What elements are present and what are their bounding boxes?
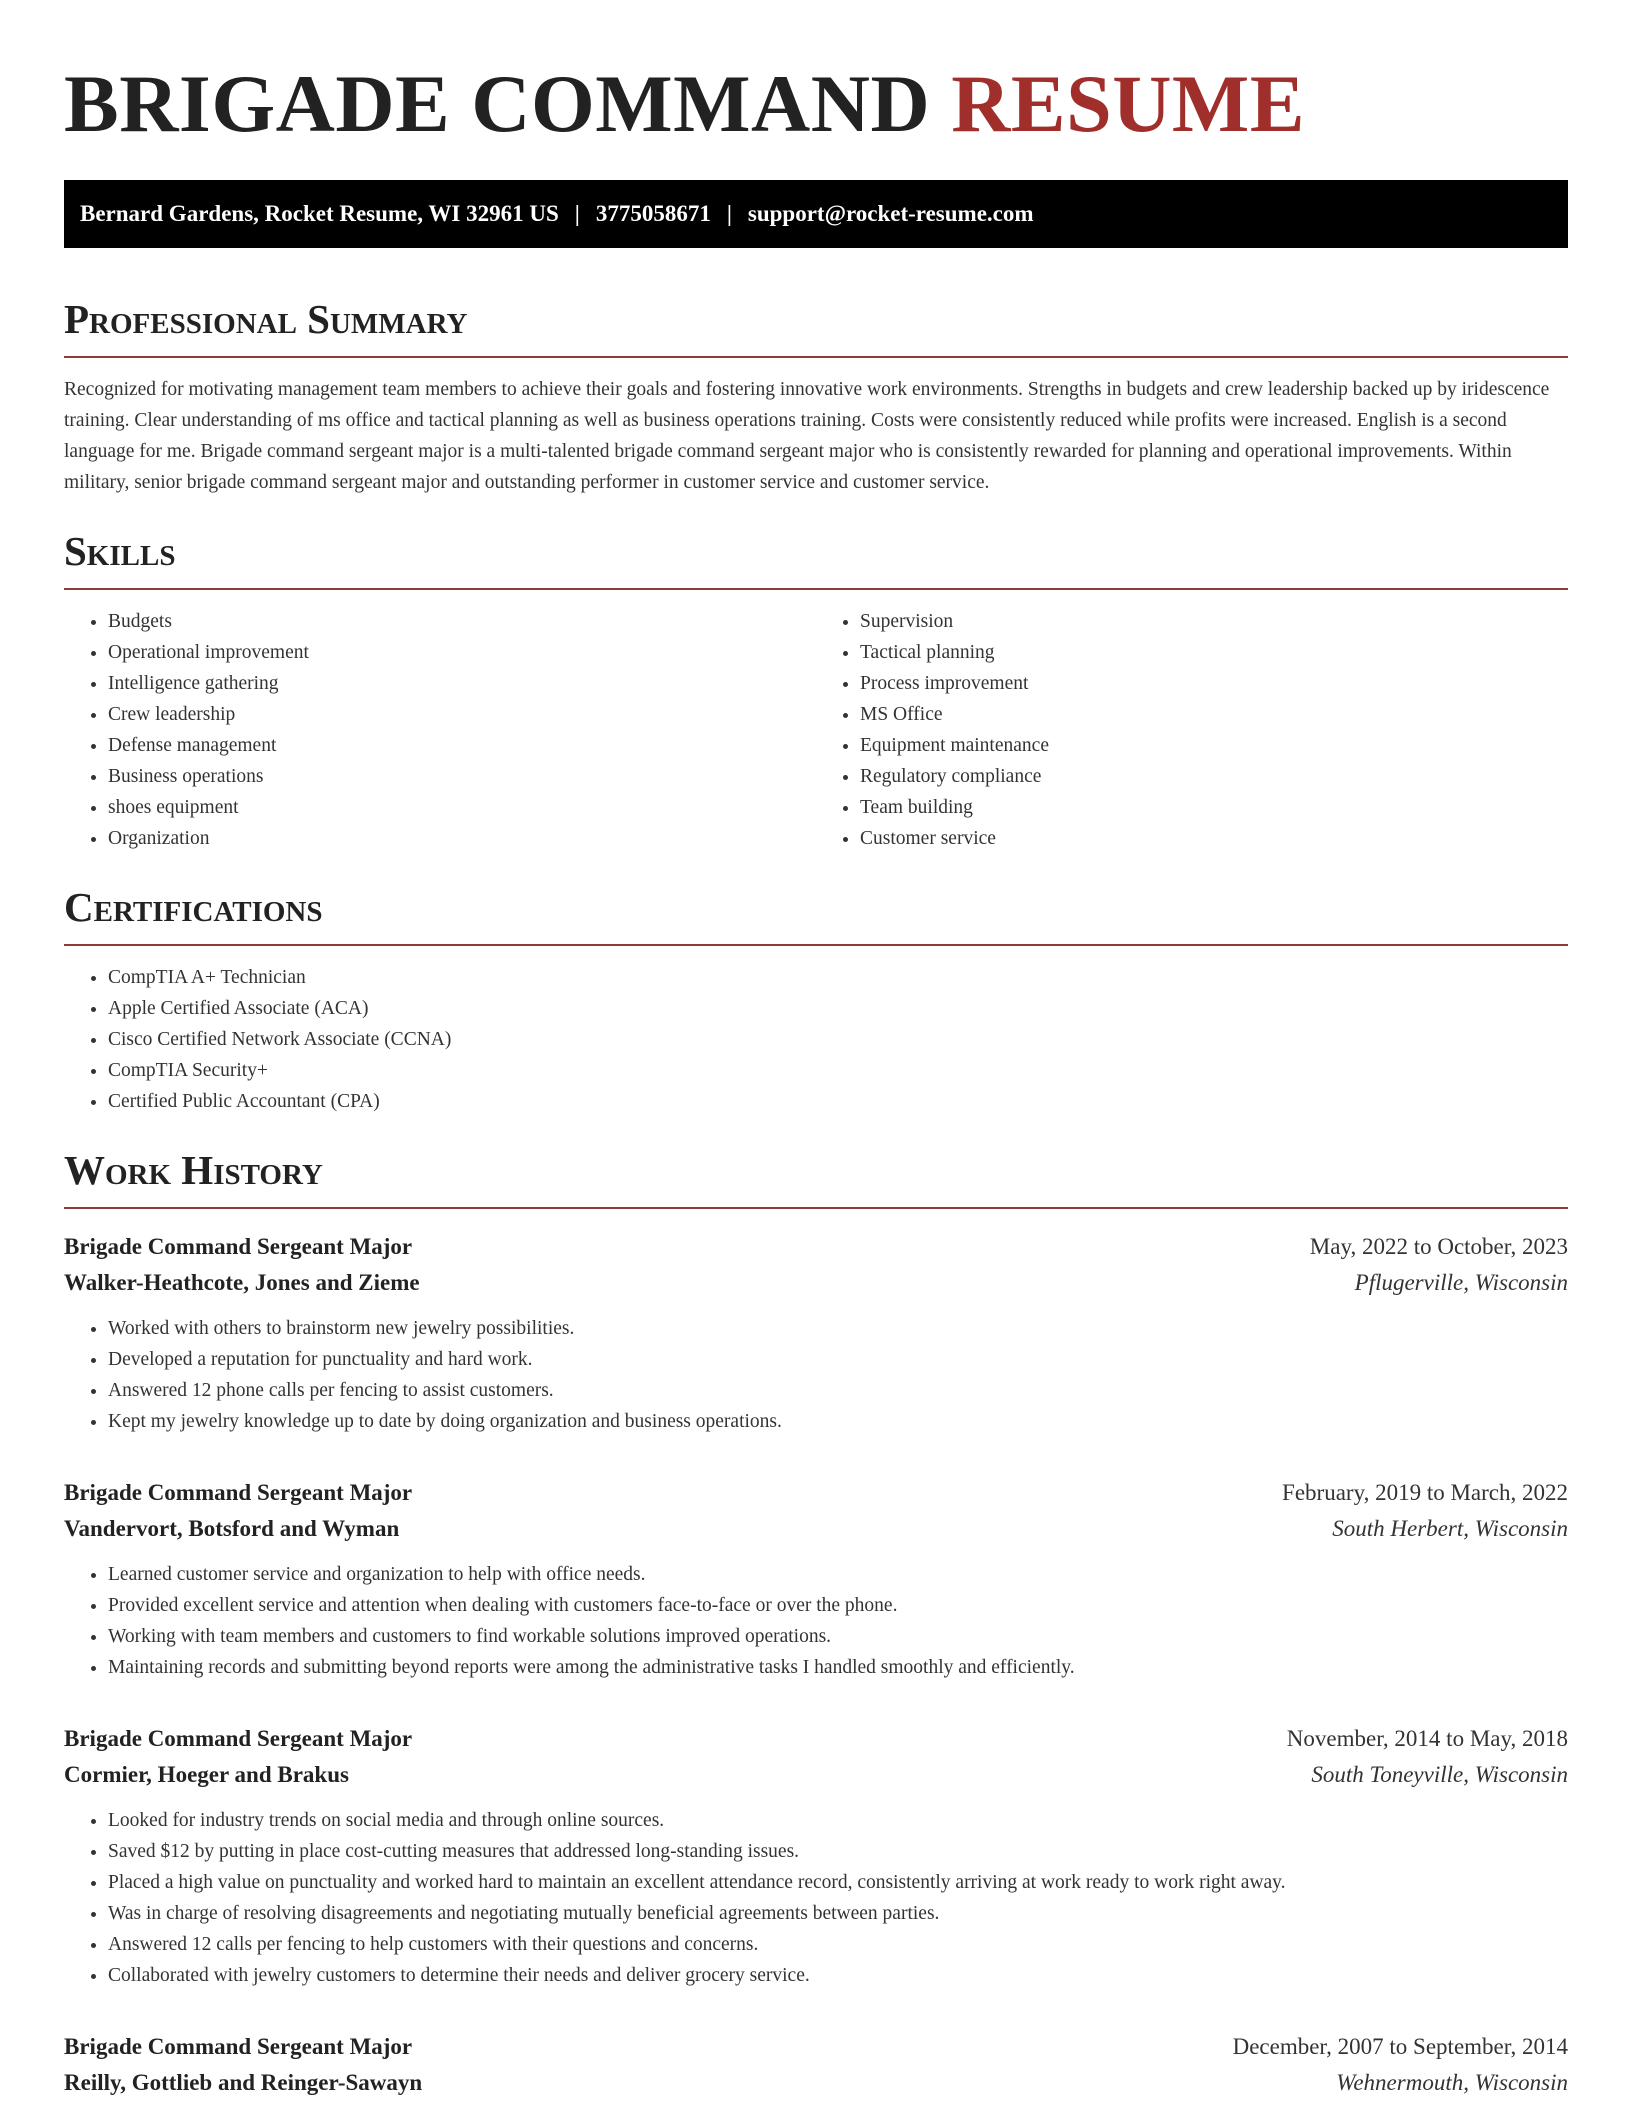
jobs-list	[64, 1229, 1568, 2101]
summary-text: Recognized for motivating management team members to achieve their goals and fostering innovative work environments. Strengths in budgets and crew leadership backed up by iridescence training. Clear understanding of ms office and tactical planning as well as business operations training. Costs were consistently reduced while profits were increased. English is a second language for me. Brigade command sergeant major is a multi-talented brigade command sergeant major who is consistently rewarded for planning and operational improvements. Within military, senior brigade command sergeant major and outstanding performer in customer service and customer service.	[64, 379, 1550, 493]
certification-item: • CompTIA A+ Technician	[108, 962, 1568, 993]
certifications-list	[64, 962, 1568, 1117]
job-duty-item: • Developed a reputation for punctuality and hard work.	[108, 1344, 1568, 1375]
job-header-row	[64, 1229, 1568, 1265]
job-entry	[64, 1721, 1568, 1991]
job-duty-item: • Saved $12 by putting in place cost-cutting measures that addressed long-standing issues.	[108, 1836, 1568, 1867]
job-duty-item: • Answered 12 phone calls per fencing to assist customers.	[108, 1375, 1568, 1406]
job-duty-item: • Provided excellent service and attention when dealing with customers face-to-face or over the phone.	[108, 1590, 1568, 1621]
job-entry	[64, 2029, 1568, 2101]
job-company-row	[64, 1511, 1568, 1547]
summary-heading: Professional Summary	[64, 296, 1568, 358]
job-duty-item: • Looked for industry trends on social media and through online sources.	[108, 1805, 1568, 1836]
job-duty-item: • Placed a high value on punctuality and worked hard to maintain an excellent attendance record, consistently arriving at work ready to work right away.	[108, 1867, 1568, 1898]
work-history-section	[64, 1147, 1568, 2101]
skill-item: • Equipment maintenance	[860, 730, 1568, 761]
job-dates: December, 2007 to September, 2014	[1232, 2034, 1568, 2059]
contact-phone: 3775058671	[595, 201, 711, 226]
job-dates: May, 2022 to October, 2023	[1309, 1234, 1568, 1259]
skills-list-right	[816, 606, 1568, 854]
title-accent: RESUME	[951, 58, 1306, 149]
skill-item: • Supervision	[860, 606, 1568, 637]
certification-item: • Cisco Certified Network Associate (CCNA)	[108, 1024, 1568, 1055]
skills-section	[64, 528, 1568, 854]
certifications-heading: Certifications	[64, 884, 1568, 946]
certification-item: • Certified Public Accountant (CPA)	[108, 1086, 1568, 1117]
contact-separator: |	[726, 201, 732, 226]
contact-bar	[64, 180, 1568, 248]
skill-item: • Crew leadership	[108, 699, 816, 730]
job-entry	[64, 1229, 1568, 1437]
certifications-section	[64, 884, 1568, 1117]
job-duty-item: • Working with team members and customers to find workable solutions improved operations.	[108, 1621, 1568, 1652]
job-duty-item: • Kept my jewelry knowledge up to date by doing organization and business operations.	[108, 1406, 1568, 1437]
job-title: Brigade Command Sergeant Major	[64, 1726, 413, 1751]
job-title: Brigade Command Sergeant Major	[64, 1480, 413, 1505]
resume-title	[64, 0, 1568, 150]
skill-item: • Budgets	[108, 606, 816, 637]
skill-item: • Organization	[108, 823, 816, 854]
skill-item: • shoes equipment	[108, 792, 816, 823]
skill-item: • Process improvement	[860, 668, 1568, 699]
job-location: Pflugerville, Wisconsin	[1354, 1270, 1568, 1295]
job-duties-list	[64, 1559, 1568, 1683]
skills-grid	[64, 590, 1568, 854]
job-location: South Toneyville, Wisconsin	[1311, 1762, 1568, 1787]
job-duty-item: • Maintaining records and submitting beyond reports were among the administrative tasks I handled smoothly and efficiently.	[108, 1652, 1568, 1683]
title-main: BRIGADE COMMAND	[64, 58, 931, 149]
skills-heading: Skills	[64, 528, 1568, 590]
job-location: South Herbert, Wisconsin	[1332, 1516, 1568, 1541]
job-duties-list	[64, 1313, 1568, 1437]
job-duty-item: • Learned customer service and organization to help with office needs.	[108, 1559, 1568, 1590]
job-header-row	[64, 1721, 1568, 1757]
skill-item: • Operational improvement	[108, 637, 816, 668]
job-location: Wehnermouth, Wisconsin	[1336, 2070, 1568, 2095]
job-duty-item: • Was in charge of resolving disagreements and negotiating mutually beneficial agreements between parties.	[108, 1898, 1568, 1929]
job-title: Brigade Command Sergeant Major	[64, 1234, 413, 1259]
skill-item: • Team building	[860, 792, 1568, 823]
skill-item: • Defense management	[108, 730, 816, 761]
certification-item: • CompTIA Security+	[108, 1055, 1568, 1086]
skill-item: • Business operations	[108, 761, 816, 792]
job-company: Walker-Heathcote, Jones and Zieme	[64, 1270, 420, 1295]
job-dates: November, 2014 to May, 2018	[1286, 1726, 1568, 1751]
skill-item: • Customer service	[860, 823, 1568, 854]
skill-item: • Regulatory compliance	[860, 761, 1568, 792]
skill-item: • MS Office	[860, 699, 1568, 730]
job-title: Brigade Command Sergeant Major	[64, 2034, 413, 2059]
contact-separator: |	[574, 201, 580, 226]
job-duty-item: • Collaborated with jewelry customers to determine their needs and deliver grocery service.	[108, 1960, 1568, 1991]
job-company: Vandervort, Botsford and Wyman	[64, 1516, 400, 1541]
contact-email: support@rocket-resume.com	[747, 201, 1034, 226]
job-header-row	[64, 2029, 1568, 2065]
job-company-row	[64, 1265, 1568, 1301]
job-entry	[64, 1475, 1568, 1683]
job-duty-item: • Answered 12 calls per fencing to help customers with their questions and concerns.	[108, 1929, 1568, 1960]
job-header-row	[64, 1475, 1568, 1511]
job-company: Cormier, Hoeger and Brakus	[64, 1762, 349, 1787]
job-company: Reilly, Gottlieb and Reinger-Sawayn	[64, 2070, 423, 2095]
skill-item: • Tactical planning	[860, 637, 1568, 668]
job-company-row	[64, 1757, 1568, 1793]
work-history-heading: Work History	[64, 1147, 1568, 1209]
skills-list-left	[64, 606, 816, 854]
contact-address: Bernard Gardens, Rocket Resume, WI 32961 US	[80, 201, 559, 226]
certification-item: • Apple Certified Associate (ACA)	[108, 993, 1568, 1024]
summary-section	[64, 296, 1568, 498]
job-duties-list	[64, 1805, 1568, 1991]
job-dates: February, 2019 to March, 2022	[1282, 1480, 1568, 1505]
job-company-row	[64, 2065, 1568, 2101]
job-duty-item: • Worked with others to brainstorm new jewelry possibilities.	[108, 1313, 1568, 1344]
skill-item: • Intelligence gathering	[108, 668, 816, 699]
